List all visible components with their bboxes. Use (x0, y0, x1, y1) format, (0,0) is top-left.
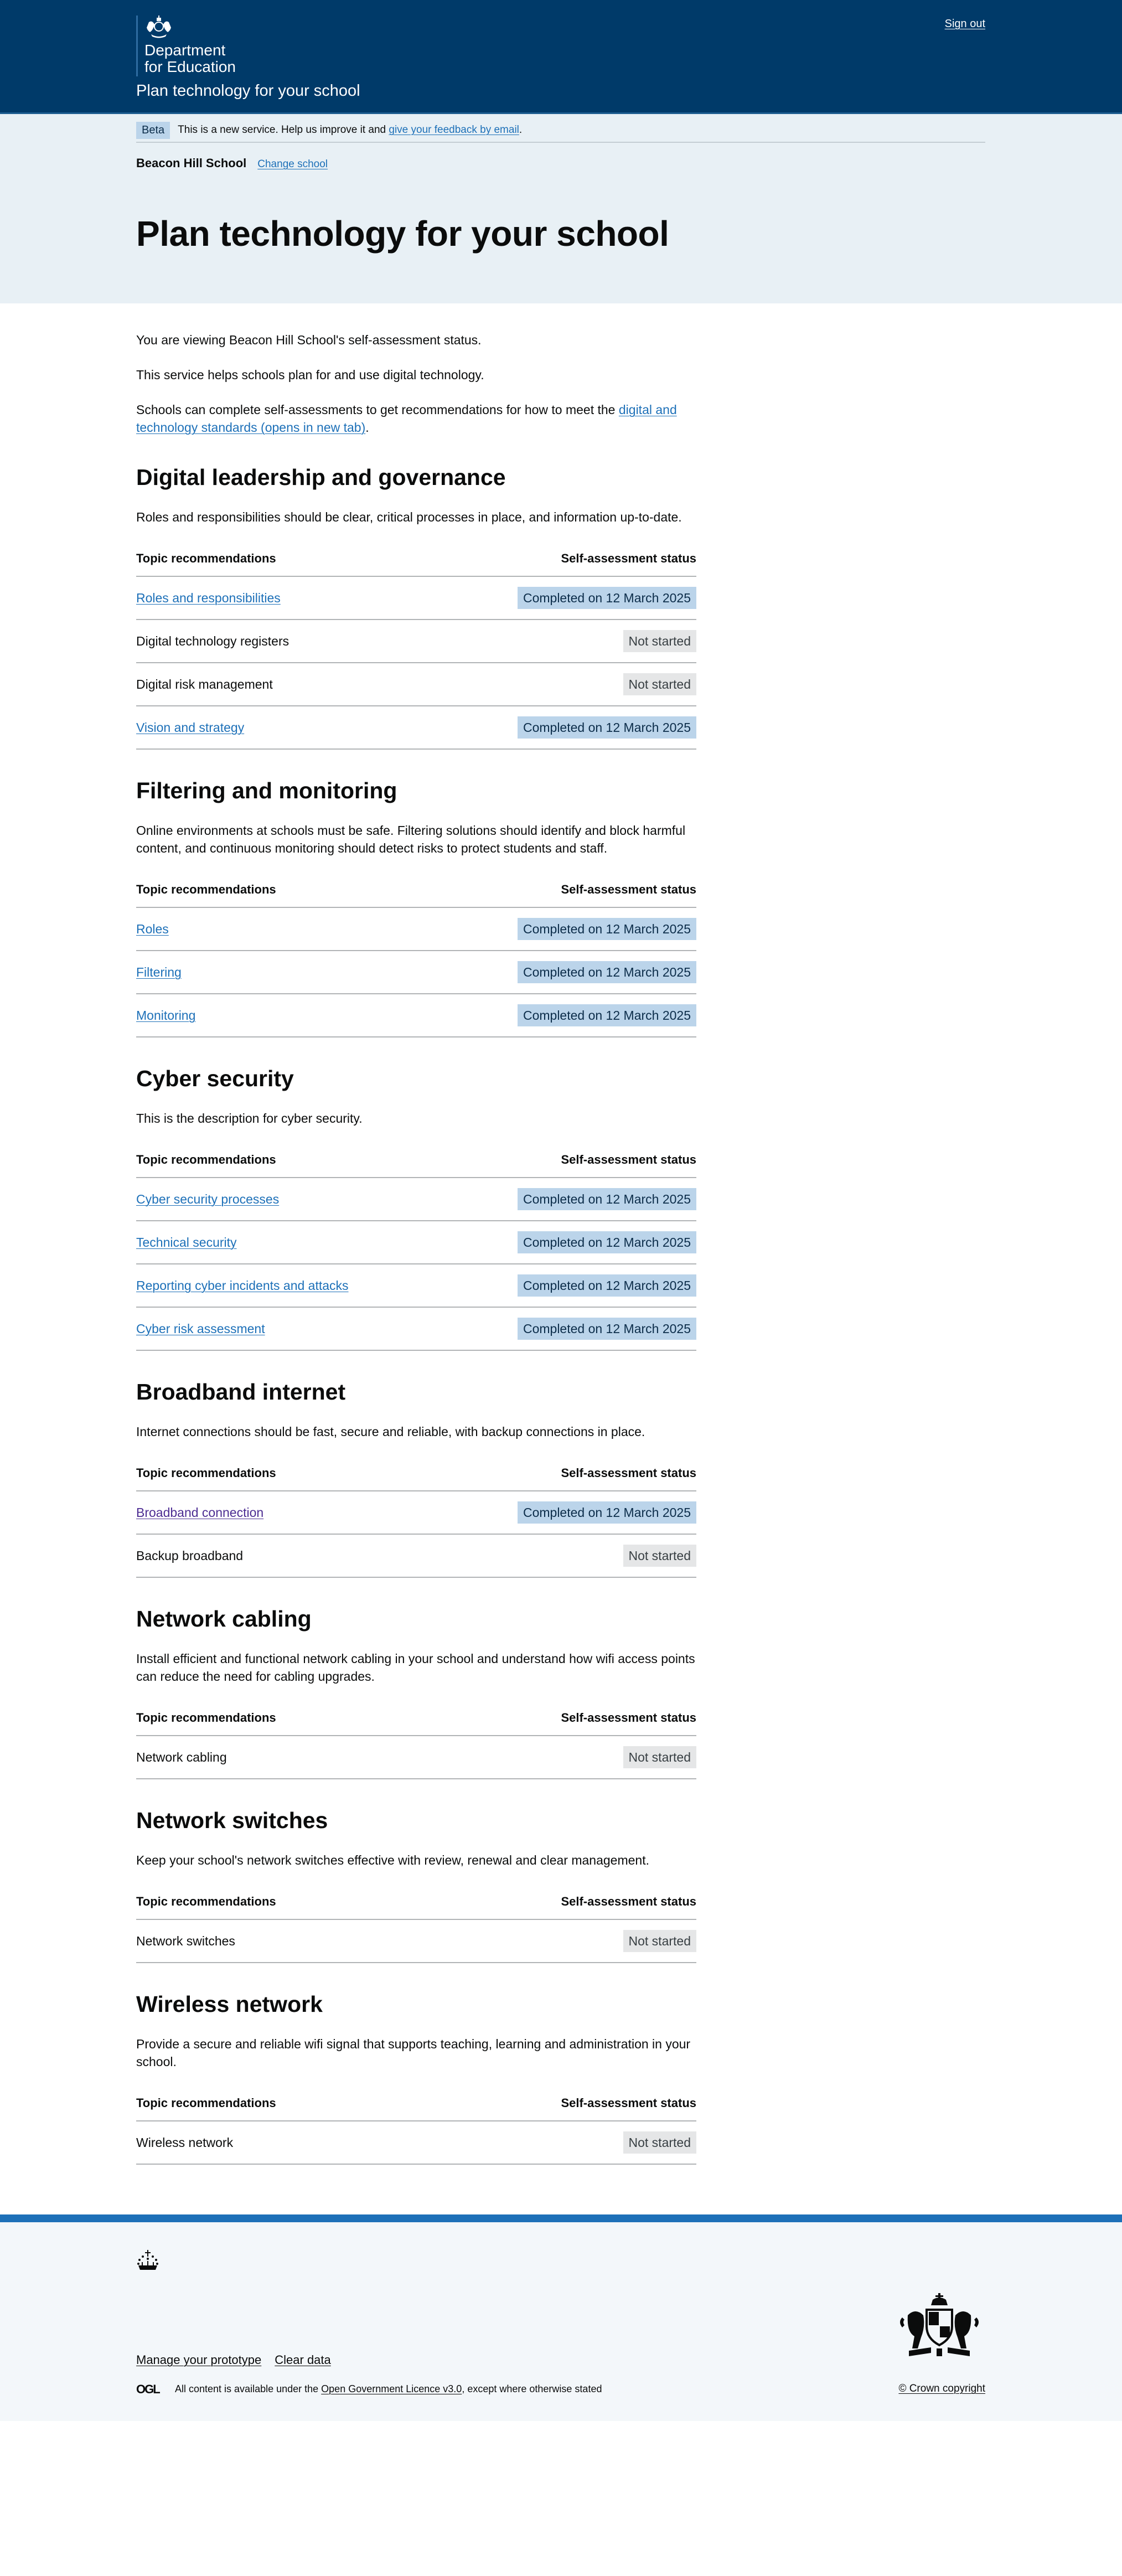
status-tag: Completed on 12 March 2025 (518, 918, 696, 940)
intro-service-text: This service helps schools plan for and use digital technology. (136, 368, 484, 382)
table-header-row (136, 1711, 696, 1736)
topic-column-header: Topic recommendations (136, 1894, 421, 1919)
status-tag: Completed on 12 March 2025 (518, 1501, 696, 1524)
section-title: Filtering and monitoring (136, 778, 397, 803)
status-tag: Completed on 12 March 2025 (518, 1274, 696, 1297)
department-name-line2: for Education (144, 58, 236, 75)
intro-standards-suffix: . (365, 420, 369, 435)
topic-link[interactable]: Cyber risk assessment (136, 1321, 265, 1336)
site-footer (0, 2214, 1122, 2421)
beta-tag: Beta (136, 122, 170, 139)
table-row (136, 1307, 696, 1350)
licence (136, 2383, 602, 2395)
main-content (136, 303, 696, 2165)
topic-column-header: Topic recommendations (136, 882, 382, 907)
royal-coat-of-arms-icon (898, 2293, 981, 2363)
table-row (136, 620, 696, 663)
topic-link[interactable]: Technical security (136, 1235, 237, 1250)
table-row (136, 994, 696, 1037)
status-cell (421, 2121, 696, 2164)
crown-copyright-link[interactable]: © Crown copyright (898, 2383, 985, 2394)
table-row (136, 1736, 696, 1779)
topic-link[interactable]: Cyber security processes (136, 1191, 280, 1206)
status-tag: Completed on 12 March 2025 (518, 587, 696, 609)
topic-cell (136, 1491, 382, 1534)
category-section (136, 1379, 696, 1578)
topic-label: Network switches (136, 1933, 235, 1948)
status-column-header: Self-assessment status (382, 882, 696, 907)
status-cell (382, 951, 696, 994)
topics-table (136, 1153, 696, 1351)
status-tag: Completed on 12 March 2025 (518, 1004, 696, 1026)
topics-table (136, 1466, 696, 1578)
topic-cell (136, 1736, 421, 1779)
table-row (136, 1221, 696, 1264)
category-section (136, 1606, 696, 1779)
topic-cell (136, 1919, 421, 1963)
table-row (136, 706, 696, 749)
dfe-logo[interactable] (136, 16, 236, 76)
status-column-header: Self-assessment status (382, 1466, 696, 1491)
status-tag: Completed on 12 March 2025 (518, 961, 696, 983)
topic-label: Digital technology registers (136, 633, 289, 648)
section-description: Roles and responsibilities should be clear, critical processes in place, and information up-to-date. (136, 510, 682, 524)
page-title: Plan technology for your school (136, 214, 669, 254)
crown-icon (136, 2250, 159, 2272)
section-title: Cyber security (136, 1066, 294, 1091)
section-description: Internet connections should be fast, secure and reliable, with backup connections in place. (136, 1424, 645, 1439)
sections-list (136, 464, 696, 2165)
section-title: Wireless network (136, 1991, 323, 2017)
status-cell (394, 706, 696, 749)
sign-out-link[interactable]: Sign out (944, 18, 985, 30)
topic-link[interactable]: Broadband connection (136, 1505, 264, 1520)
feedback-link[interactable]: give your feedback by email (389, 124, 519, 136)
topic-column-header: Topic recommendations (136, 1153, 440, 1178)
topic-cell (136, 663, 394, 706)
table-row (136, 1264, 696, 1307)
category-section (136, 464, 696, 750)
svg-text:OGL: OGL (136, 2383, 159, 2395)
intro-standards-message: Schools can complete self-assessments to get recommendations for how to meet the (136, 402, 619, 417)
status-cell (394, 576, 696, 620)
status-cell (382, 907, 696, 951)
status-tag: Completed on 12 March 2025 (518, 1318, 696, 1340)
licence-text (175, 2383, 602, 2395)
section-title: Broadband internet (136, 1379, 346, 1405)
status-column-header: Self-assessment status (421, 1894, 696, 1919)
topic-cell (136, 2121, 421, 2164)
status-cell (382, 1491, 696, 1534)
section-title: Digital leadership and governance (136, 464, 506, 490)
status-cell (394, 663, 696, 706)
table-header-row (136, 2096, 696, 2121)
topic-cell (136, 994, 382, 1037)
status-cell (440, 1307, 696, 1350)
topic-column-header: Topic recommendations (136, 551, 394, 576)
table-row (136, 576, 696, 620)
manage-prototype-link[interactable]: Manage your prototype (136, 2353, 262, 2367)
topic-cell (136, 951, 382, 994)
status-tag: Not started (623, 2131, 697, 2154)
status-tag: Not started (623, 630, 697, 652)
service-name-link[interactable]: Plan technology for your school (136, 82, 360, 100)
status-cell (440, 1221, 696, 1264)
status-cell (394, 620, 696, 663)
topic-label: Digital risk management (136, 677, 273, 691)
topics-table (136, 2096, 696, 2165)
topic-cell (136, 1534, 382, 1577)
intro (136, 331, 696, 436)
topics-table (136, 882, 696, 1037)
topic-column-header: Topic recommendations (136, 1466, 382, 1491)
table-header-row (136, 882, 696, 907)
change-school-link[interactable]: Change school (257, 158, 328, 170)
table-row (136, 1178, 696, 1221)
site-header (0, 0, 1122, 112)
table-row (136, 907, 696, 951)
table-row (136, 2121, 696, 2164)
table-row (136, 663, 696, 706)
ogl-logo-icon (136, 2383, 167, 2395)
topic-cell (136, 1264, 440, 1307)
licence-suffix: , except where otherwise stated (462, 2383, 602, 2394)
intro-viewing-text: You are viewing Beacon Hill School's self-assessment status. (136, 333, 482, 347)
category-section (136, 777, 696, 1037)
table-header-row (136, 1153, 696, 1178)
school-name: Beacon Hill School (136, 156, 247, 170)
topic-link[interactable]: Roles and responsibilities (136, 590, 281, 605)
table-row (136, 1919, 696, 1963)
topic-cell (136, 1307, 440, 1350)
status-tag: Completed on 12 March 2025 (518, 1231, 696, 1253)
topics-table (136, 551, 696, 750)
section-description: This is the description for cyber security. (136, 1111, 363, 1126)
table-header-row (136, 1894, 696, 1919)
phase-banner-suffix: . (519, 124, 523, 136)
topics-table (136, 1894, 696, 1963)
topic-cell (136, 1178, 440, 1221)
topic-label: Backup broadband (136, 1548, 244, 1563)
status-cell (440, 1264, 696, 1307)
category-section (136, 1991, 696, 2165)
topic-cell (136, 907, 382, 951)
royal-crest-icon (144, 16, 173, 39)
topics-table (136, 1711, 696, 1779)
status-column-header: Self-assessment status (421, 2096, 696, 2121)
status-cell (382, 1534, 696, 1577)
section-description: Online environments at schools must be safe. Filtering solutions should identify and block harmful content, and continuous monitoring should detect risks to protect students and staff. (136, 823, 686, 855)
topic-cell (136, 706, 394, 749)
phase-banner-text (178, 124, 522, 136)
phase-banner (136, 114, 985, 143)
table-row (136, 951, 696, 994)
topic-link[interactable]: Monitoring (136, 1008, 196, 1023)
status-column-header: Self-assessment status (394, 551, 696, 576)
category-section (136, 1065, 696, 1351)
status-cell (382, 994, 696, 1037)
department-name-line1: Department (144, 42, 226, 59)
standards-link[interactable]: digital and technology standards (opens in new tab) (136, 402, 677, 435)
status-tag: Completed on 12 March 2025 (518, 716, 696, 739)
section-title: Network cabling (136, 1606, 312, 1632)
hero-band (0, 112, 1122, 303)
table-header-row (136, 1466, 696, 1491)
school-row (136, 156, 985, 171)
status-cell (421, 1736, 696, 1779)
licence-message: All content is available under the (175, 2383, 322, 2394)
topic-label: Network cabling (136, 1749, 227, 1764)
topic-link[interactable]: Roles (136, 921, 169, 936)
topic-column-header: Topic recommendations (136, 2096, 421, 2121)
phase-banner-message: This is a new service. Help us improve it and (178, 124, 389, 136)
topic-link[interactable]: Vision and strategy (136, 720, 245, 735)
status-tag: Not started (623, 1545, 697, 1567)
clear-data-link[interactable]: Clear data (275, 2353, 331, 2367)
status-tag: Not started (623, 1746, 697, 1768)
status-cell (440, 1178, 696, 1221)
topic-cell (136, 1221, 440, 1264)
status-column-header: Self-assessment status (421, 1711, 696, 1736)
topic-cell (136, 620, 394, 663)
section-description: Provide a secure and reliable wifi signal that supports teaching, learning and administration in your school. (136, 2037, 691, 2069)
section-description: Keep your school's network switches effective with review, renewal and clear management. (136, 1853, 649, 1867)
section-description: Install efficient and functional network cabling in your school and understand how wifi access points can reduce the need for cabling upgrades. (136, 1651, 695, 1684)
topic-cell (136, 576, 394, 620)
category-section (136, 1807, 696, 1963)
table-row (136, 1534, 696, 1577)
section-title: Network switches (136, 1808, 328, 1833)
footer-links (136, 2353, 331, 2367)
intro-standards-text (136, 401, 696, 436)
topic-link[interactable]: Reporting cyber incidents and attacks (136, 1278, 349, 1293)
status-column-header: Self-assessment status (440, 1153, 696, 1178)
topic-link[interactable]: Filtering (136, 964, 182, 979)
topic-column-header: Topic recommendations (136, 1711, 421, 1736)
table-header-row (136, 551, 696, 576)
topic-label: Wireless network (136, 2135, 234, 2150)
status-tag: Not started (623, 1930, 697, 1952)
ogl-link[interactable]: Open Government Licence v3.0 (321, 2383, 462, 2394)
status-cell (421, 1919, 696, 1963)
status-tag: Completed on 12 March 2025 (518, 1188, 696, 1210)
status-tag: Not started (623, 673, 697, 695)
table-row (136, 1491, 696, 1534)
